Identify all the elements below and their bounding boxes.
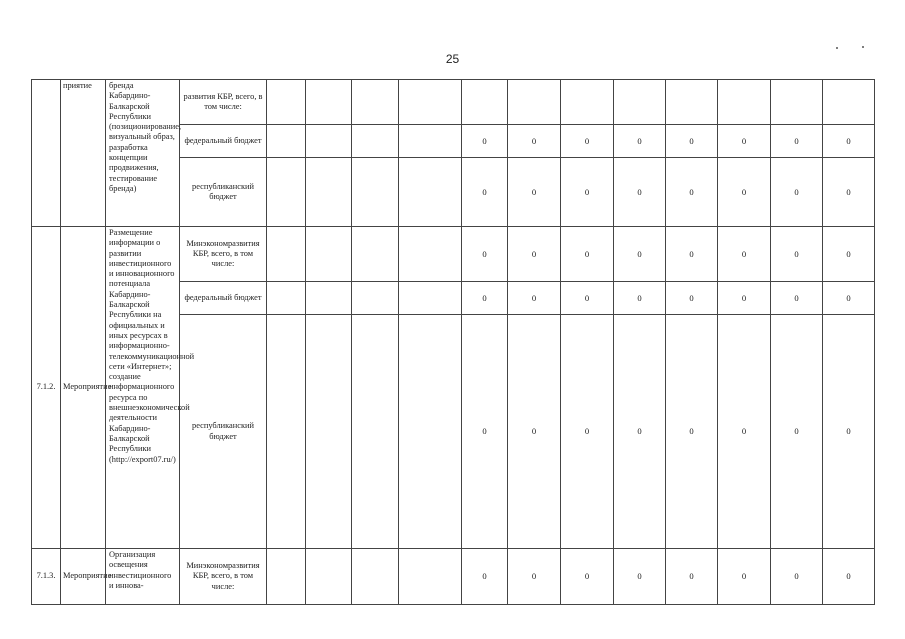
value-cell: 0: [823, 227, 875, 282]
value-cell: 0: [462, 549, 508, 605]
empty-cell: [267, 549, 306, 605]
empty-cell: [399, 125, 462, 158]
funding-source-cell: федеральный бюджет: [180, 125, 267, 158]
budget-table: [31, 79, 875, 605]
empty-cell: [352, 227, 399, 282]
value-cell: 0: [508, 227, 561, 282]
empty-cell: [399, 315, 462, 549]
event-code-cell: 7.1.2.: [32, 227, 61, 549]
funding-source-cell: республиканский бюджет: [180, 158, 267, 227]
value-cell: 0: [823, 125, 875, 158]
table-row: [32, 549, 875, 605]
value-cell: 0: [508, 549, 561, 605]
empty-cell: [267, 80, 306, 125]
empty-cell: [306, 125, 352, 158]
value-cell: 0: [718, 125, 771, 158]
value-cell: 0: [614, 315, 666, 549]
value-cell: [771, 80, 823, 125]
value-cell: 0: [718, 282, 771, 315]
value-cell: 0: [823, 158, 875, 227]
value-cell: [561, 80, 614, 125]
empty-cell: [306, 158, 352, 227]
value-cell: [666, 80, 718, 125]
event-description-cell: Размещение информации о развитии инвестиционного и инновационного потенциала Кабардино-Балкарской Республики на официальных и иных ресурсах в информационно-телекоммуникационной сети «Интернет»; создание информационного ресурса по внешнеэкономической деятельности Кабардино-Балкарской Республики (http://export07.ru/): [106, 227, 180, 549]
event-code-cell: [32, 80, 61, 227]
value-cell: 0: [771, 125, 823, 158]
scan-speck: [836, 47, 838, 49]
value-cell: 0: [508, 282, 561, 315]
value-cell: 0: [561, 315, 614, 549]
empty-cell: [306, 227, 352, 282]
empty-cell: [399, 549, 462, 605]
value-cell: [718, 80, 771, 125]
empty-cell: [267, 125, 306, 158]
funding-source-cell: республиканский бюджет: [180, 315, 267, 549]
value-cell: [508, 80, 561, 125]
value-cell: 0: [561, 227, 614, 282]
empty-cell: [399, 227, 462, 282]
value-cell: 0: [462, 315, 508, 549]
empty-cell: [352, 282, 399, 315]
value-cell: 0: [462, 282, 508, 315]
value-cell: 0: [614, 158, 666, 227]
value-cell: 0: [666, 282, 718, 315]
value-cell: 0: [508, 315, 561, 549]
empty-cell: [306, 80, 352, 125]
value-cell: 0: [561, 282, 614, 315]
value-cell: 0: [666, 549, 718, 605]
empty-cell: [399, 158, 462, 227]
value-cell: 0: [462, 227, 508, 282]
value-cell: 0: [508, 158, 561, 227]
event-kind-cell: Мероприятие: [61, 227, 106, 549]
value-cell: [462, 80, 508, 125]
event-kind-cell: Мероприятие: [61, 549, 106, 605]
empty-cell: [352, 315, 399, 549]
value-cell: 0: [666, 227, 718, 282]
empty-cell: [399, 282, 462, 315]
event-description-cell: бренда Кабардино-Балкарской Республики (позиционирование, визуальный образ, разработка концепции продвижения, тестирование бренда): [106, 80, 180, 227]
event-code-cell: 7.1.3.: [32, 549, 61, 605]
value-cell: 0: [771, 315, 823, 549]
value-cell: 0: [823, 549, 875, 605]
value-cell: 0: [614, 125, 666, 158]
table-row: [32, 227, 875, 282]
value-cell: 0: [771, 158, 823, 227]
value-cell: 0: [614, 282, 666, 315]
value-cell: 0: [771, 227, 823, 282]
value-cell: 0: [462, 125, 508, 158]
value-cell: 0: [666, 125, 718, 158]
scan-speck: [862, 46, 864, 48]
value-cell: 0: [666, 315, 718, 549]
value-cell: 0: [718, 227, 771, 282]
value-cell: 0: [462, 158, 508, 227]
value-cell: 0: [508, 125, 561, 158]
empty-cell: [267, 282, 306, 315]
value-cell: 0: [614, 549, 666, 605]
value-cell: 0: [718, 158, 771, 227]
funding-source-cell: развития КБР, всего, в том числе:: [180, 80, 267, 125]
empty-cell: [306, 282, 352, 315]
empty-cell: [306, 549, 352, 605]
value-cell: 0: [561, 549, 614, 605]
value-cell: [614, 80, 666, 125]
empty-cell: [352, 125, 399, 158]
empty-cell: [399, 80, 462, 125]
page-number: 25: [445, 52, 460, 66]
value-cell: 0: [561, 158, 614, 227]
funding-source-cell: федеральный бюджет: [180, 282, 267, 315]
empty-cell: [352, 80, 399, 125]
empty-cell: [306, 315, 352, 549]
empty-cell: [267, 227, 306, 282]
empty-cell: [352, 158, 399, 227]
value-cell: 0: [823, 315, 875, 549]
value-cell: 0: [561, 125, 614, 158]
value-cell: 0: [823, 282, 875, 315]
value-cell: 0: [771, 549, 823, 605]
funding-source-cell: Минэкономразвития КБР, всего, в том числе:: [180, 227, 267, 282]
value-cell: 0: [718, 549, 771, 605]
funding-source-cell: Минэкономразвития КБР, всего, в том числе:: [180, 549, 267, 605]
empty-cell: [267, 315, 306, 549]
value-cell: 0: [666, 158, 718, 227]
value-cell: 0: [771, 282, 823, 315]
value-cell: [823, 80, 875, 125]
event-kind-cell: приятие: [61, 80, 106, 227]
table-row: [32, 80, 875, 125]
value-cell: 0: [614, 227, 666, 282]
value-cell: 0: [718, 315, 771, 549]
empty-cell: [352, 549, 399, 605]
empty-cell: [267, 158, 306, 227]
event-description-cell: Организация освещения инвестиционного и иннова-: [106, 549, 180, 605]
